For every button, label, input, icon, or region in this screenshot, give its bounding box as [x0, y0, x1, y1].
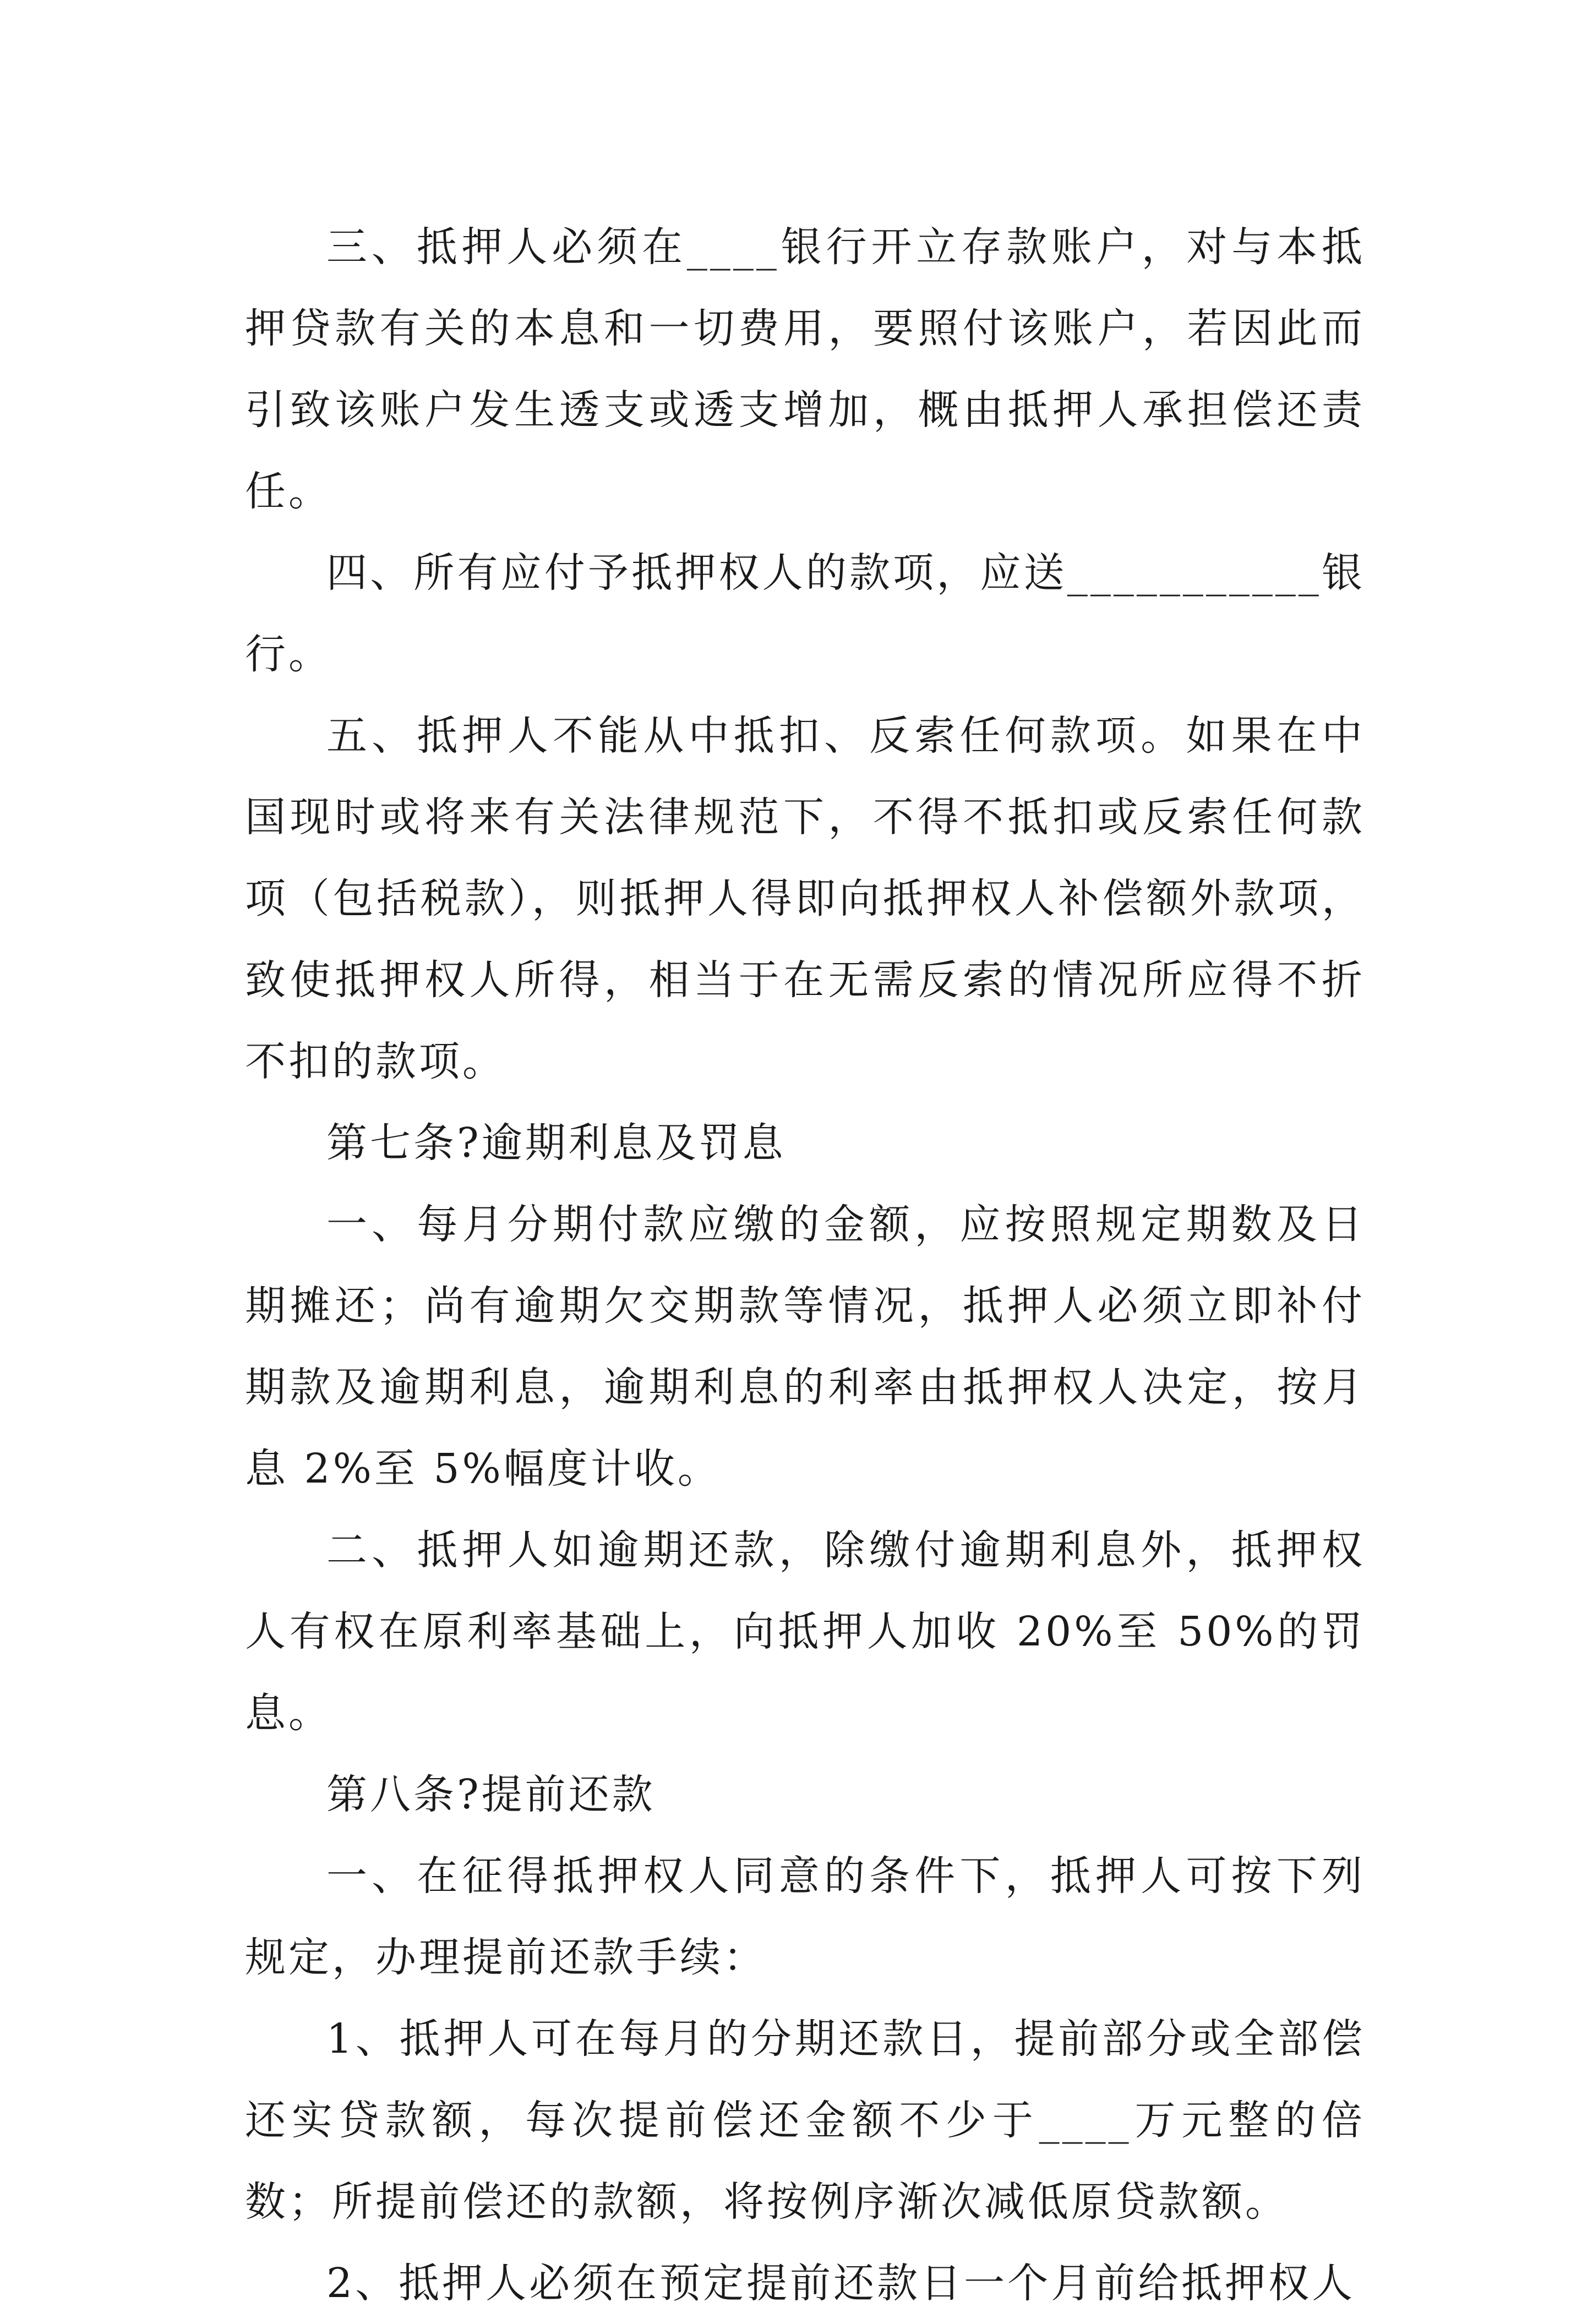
- paragraph-article-8-subitem-1: 1、抵押人可在每月的分期还款日，提前部分或全部偿还实贷款额，每次提前偿还金额不少于____万元整的倍数；所提前偿还的款额，将按例序渐次减低原贷款额。: [245, 2015, 1365, 2225]
- paragraph-clause-5: 五、抵押人不能从中抵扣、反索任何款项。如果在中国现时或将来有关法律规范下，不得不抵扣或反索任何款项（包括税款），则抵押人得即向抵押权人补偿额外款项，致使抵押权人所得，相当于在无需反索的情况所应得不折不扣的款项。: [245, 712, 1365, 1085]
- paragraph-clause-3: 三、抵押人必须在____银行开立存款账户，对与本抵押贷款有关的本息和一切费用，要照付该账户，若因此而引致该账户发生透支或透支增加，概由抵押人承担偿还责任。: [245, 223, 1365, 515]
- paragraph-article-8-item-1: 一、在征得抵押权人同意的条件下，抵押人可按下列规定，办理提前还款手续：: [245, 1852, 1365, 1981]
- document-page: [245, 206, 1365, 2324]
- paragraph-article-7-item-2: 二、抵押人如逾期还款，除缴付逾期利息外，抵押权人有权在原利率基础上，向抵押人加收 20%至 50%的罚息。: [245, 1527, 1365, 1737]
- paragraph-clause-4: 四、所有应付予抵押权人的款项，应送___________银行。: [245, 549, 1365, 678]
- paragraph-article-8-subitem-2: 2、抵押人必须在预定提前还款日一个月前给抵押权人: [326, 2260, 1356, 2307]
- paragraph-article-7-item-1: 一、每月分期付款应缴的金额，应按照规定期数及日期摊还；尚有逾期欠交期款等情况，抵押人必须立即补付期款及逾期利息，逾期利息的利率由抵押权人决定，按月息 2%至 5%幅度计收。: [245, 1201, 1365, 1492]
- article-7-heading: 第七条?逾期利息及罚息: [326, 1119, 786, 1167]
- article-8-heading: 第八条?提前还款: [326, 1771, 656, 1818]
